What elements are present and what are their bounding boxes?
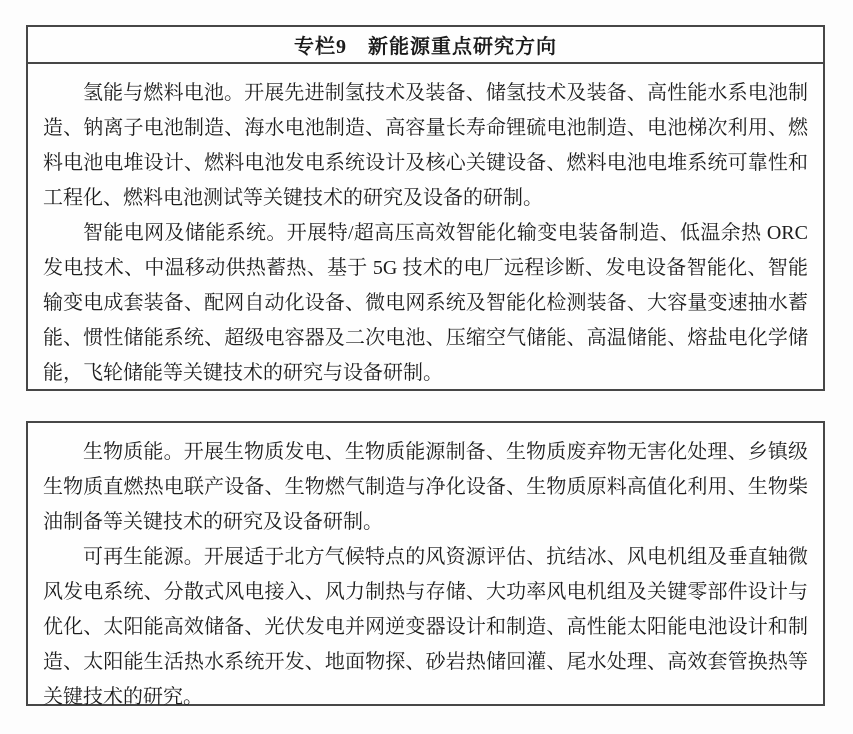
column-box-1 (26, 25, 825, 391)
column-box-2 (26, 421, 825, 706)
column-box-1-content (28, 64, 823, 391)
column-title: 专栏9 新能源重点研究方向 (28, 27, 823, 64)
paragraph-renewable-energy: 可再生能源。开展适于北方气候特点的风资源评估、抗结冰、风电机组及垂直轴微风发电系统、分散式风电接入、风力制热与存储、大功率风电机组及关键零部件设计与优化、太阳能高效储备、光伏发电并网逆变器设计和制造、高性能太阳能电池设计和制造、太阳能生活热水系统开发、地面物探、砂岩热储回灌、尾水处理、高效套管换热等关键技术的研究。 (43, 546, 808, 708)
paragraph-hydrogen-fuel-cells: 氢能与燃料电池。开展先进制氢技术及装备、储氢技术及装备、高性能水系电池制造、钠离子电池制造、海水电池制造、高容量长寿命锂硫电池制造、电池梯次利用、燃料电池电堆设计、燃料电池发电系统设计及核心关键设备、燃料电池电堆系统可靠性和工程化、燃料电池测试等关键技术的研究及设备的研制。 (43, 82, 808, 209)
paragraph-biomass-energy: 生物质能。开展生物质发电、生物质能源制备、生物质废弃物无害化处理、乡镇级生物质直燃热电联产设备、生物燃气制造与净化设备、生物质原料高值化利用、生物柴油制备等关键技术的研究及设备研制。 (43, 441, 808, 533)
column-box-2-content (28, 423, 823, 715)
paragraph-smart-grid-storage: 智能电网及储能系统。开展特/超高压高效智能化输变电装备制造、低温余热 ORC 发电技术、中温移动供热蓄热、基于 5G 技术的电厂远程诊断、发电设备智能化、智能输变电成套装备、配网自动化设备、微电网系统及智能化检测装备、大容量变速抽水蓄能、惯性储能系统、超级电容器及二次电池、压缩空气储能、高温储能、熔盐电化学储能，飞轮储能等关键技术的研究与设备研制。 (43, 222, 808, 384)
